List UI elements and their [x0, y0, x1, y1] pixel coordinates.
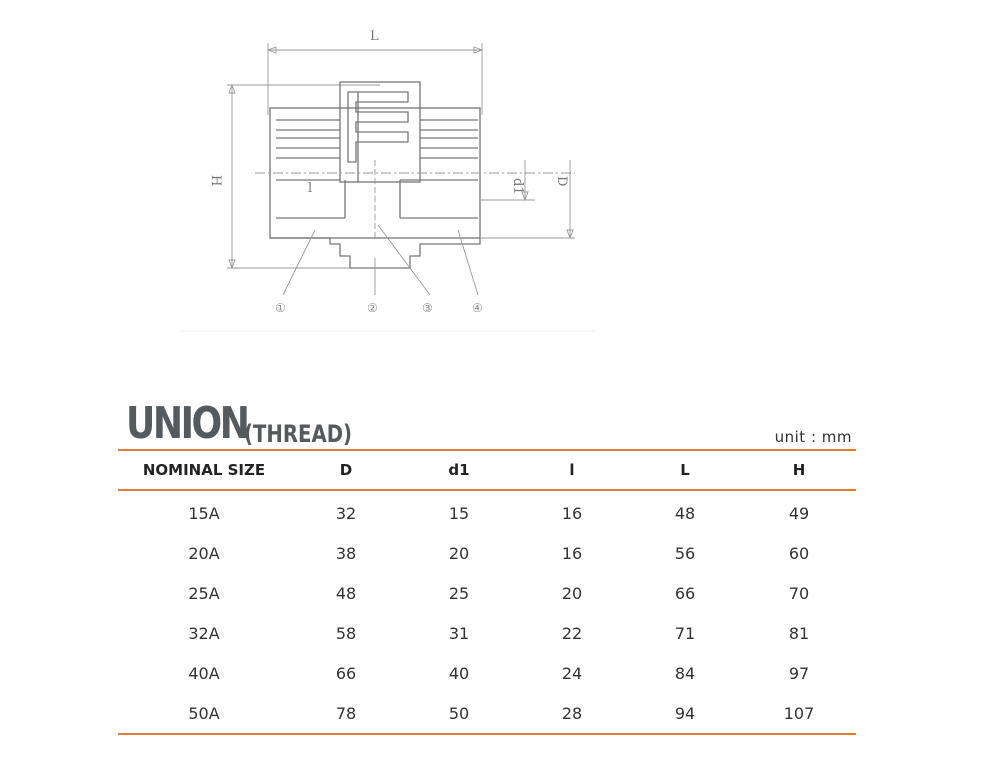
- table-cell: 56: [674, 543, 696, 563]
- table-header-row: [118, 450, 856, 490]
- table-cell: 66: [674, 583, 696, 603]
- callout-4: ④: [472, 301, 483, 315]
- dimension-label-H: H: [208, 175, 223, 187]
- table-row: [118, 613, 856, 653]
- table-cell: 50: [448, 703, 470, 723]
- table-cell: 40: [448, 663, 470, 683]
- header-l: l: [569, 461, 575, 479]
- table-cell: 94: [674, 703, 696, 723]
- header-H: H: [792, 461, 806, 479]
- union-technical-drawing: [180, 20, 600, 335]
- table-cell: 32: [335, 503, 357, 523]
- table-cell: 25A: [188, 583, 220, 603]
- table-cell: 22: [561, 623, 583, 643]
- table-cell: 70: [788, 583, 810, 603]
- table-cell: 15A: [188, 503, 220, 523]
- table-cell: 24: [561, 663, 583, 683]
- table-cell: 81: [788, 623, 810, 643]
- table-cell: 50A: [188, 703, 220, 723]
- dimension-table: [118, 449, 856, 735]
- table-cell: 40A: [188, 663, 220, 683]
- union-drawing-svg: [180, 20, 600, 335]
- table-cell: 97: [788, 663, 810, 683]
- header-d1: d1: [448, 461, 470, 479]
- table-cell: 58: [335, 623, 357, 643]
- table-row: [118, 490, 856, 533]
- table-cell: 49: [788, 503, 810, 523]
- product-title-sub: (THREAD): [244, 420, 353, 448]
- table-cell: 31: [448, 623, 470, 643]
- header-L: L: [680, 461, 690, 479]
- table-cell: 16: [561, 503, 583, 523]
- callout-2: ②: [367, 301, 378, 315]
- dimension-label-d1: d1: [510, 178, 525, 195]
- table-cell: 20: [448, 543, 470, 563]
- product-title-main: UNION: [126, 398, 248, 449]
- callout-1: ①: [275, 301, 286, 315]
- table-cell: 28: [561, 703, 583, 723]
- table-cell: 20A: [188, 543, 220, 563]
- table-cell: 32A: [188, 623, 220, 643]
- header-D: D: [339, 461, 353, 479]
- table-cell: 16: [561, 543, 583, 563]
- table-cell: 38: [335, 543, 357, 563]
- table-row: [118, 533, 856, 573]
- table-cell: 60: [788, 543, 810, 563]
- dimension-label-L: L: [370, 29, 379, 44]
- table-cell: 25: [448, 583, 470, 603]
- table-cell: 48: [335, 583, 357, 603]
- dimension-label-D: D: [554, 176, 569, 187]
- table-row: [118, 573, 856, 613]
- table-cell: 71: [674, 623, 696, 643]
- dimension-label-l: l: [308, 181, 313, 196]
- table-row: [118, 653, 856, 693]
- table-cell: 84: [674, 663, 696, 683]
- table-cell: 107: [783, 703, 815, 723]
- table-cell: 20: [561, 583, 583, 603]
- table-row: [118, 693, 856, 734]
- table-cell: 15: [448, 503, 470, 523]
- unit-label: unit : mm: [774, 428, 852, 446]
- callout-3: ③: [422, 301, 433, 315]
- product-title: [126, 398, 376, 449]
- table-cell: 66: [335, 663, 357, 683]
- table-cell: 78: [335, 703, 357, 723]
- header-nominal-size: NOMINAL SIZE: [142, 461, 266, 479]
- table-cell: 48: [674, 503, 696, 523]
